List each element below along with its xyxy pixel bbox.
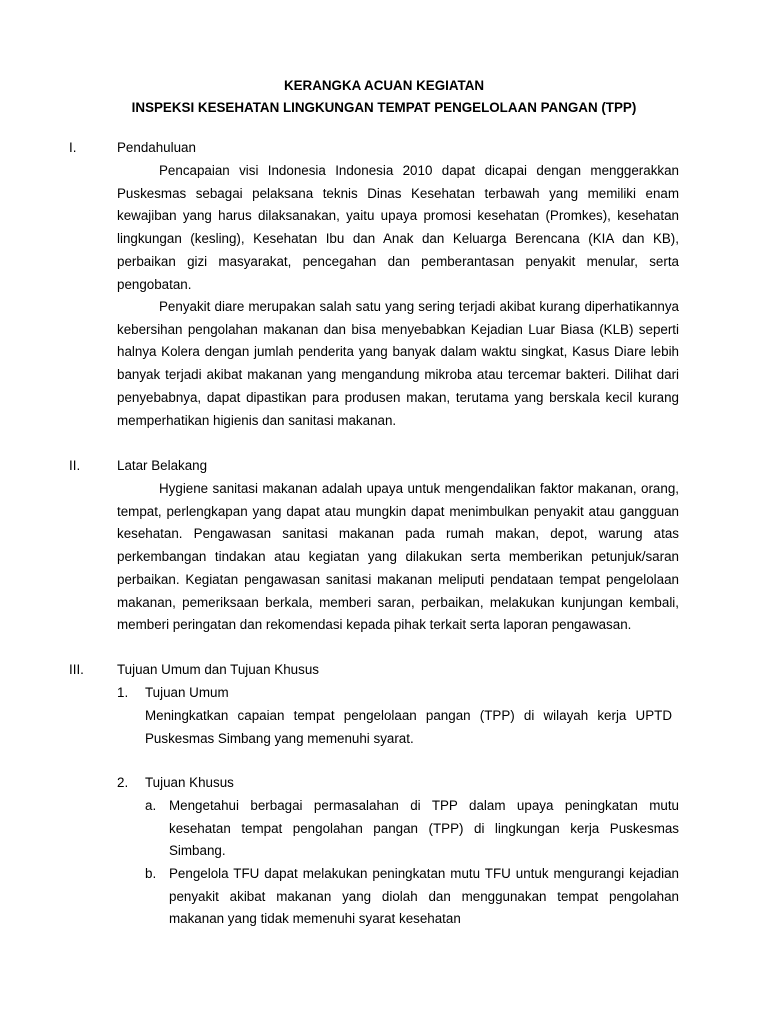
document-subtitle: INSPEKSI KESEHATAN LINGKUNGAN TEMPAT PENGELOLAAN PANGAN (TPP) xyxy=(131,100,637,115)
list-item-letter: a. xyxy=(145,798,157,813)
document-title: KERANGKA ACUAN KEGIATAN xyxy=(283,78,485,93)
subsection-heading: Tujuan Khusus xyxy=(145,775,234,790)
subsection-heading: Tujuan Umum xyxy=(145,685,229,700)
section-heading: Latar Belakang xyxy=(117,458,208,473)
section-paragraph: Penyakit diare merupakan salah satu yang sering terjadi akibat kurang diperhatikannya kebersihan pengolahan makanan dan bisa menyebabkan Kejadian Luar Biasa (KLB) seperti halnya Kolera dengan jumlah penderita yang banyak dalam waktu singkat, Kasus Diare lebih banyak terjadi akibat makanan yang mengandung mikroba atau tercemar bakteri. Dilihat dari penyebabnya, dapat dipastikan para produsen makan, terutama yang berskala kecil kurang memperhatikan higienis dan sanitasi makanan. xyxy=(117,299,679,428)
section-number: I. xyxy=(69,140,77,155)
section-number: II. xyxy=(69,458,81,473)
section-number: III. xyxy=(69,662,84,677)
subsection-number: 1. xyxy=(117,685,129,700)
subsection-text: Meningkatkan capaian tempat pengelolaan pangan (TPP) di wilayah kerja UPTD Puskesmas Simbang yang memenuhi syarat. xyxy=(145,708,672,746)
list-item-text: Mengetahui berbagai permasalahan di TPP dalam upaya peningkatan mutu kesehatan tempat pengolahan pangan (TPP) di lingkungan kerja Puskesmas Simbang. xyxy=(169,798,679,859)
section-heading: Pendahuluan xyxy=(117,140,196,155)
list-item-text: Pengelola TFU dapat melakukan peningkatan mutu TFU untuk mengurangi kejadian penyakit akibat makanan yang diolah dan menggunakan tempat pengolahan makanan yang tidak memenuhi syarat kesehatan xyxy=(169,866,679,927)
subsection-number: 2. xyxy=(117,775,129,790)
section-paragraph: Hygiene sanitasi makanan adalah upaya untuk mengendalikan faktor makanan, orang, tempat, perlengkapan yang dapat atau mungkin dapat menimbulkan penyakit atau gangguan kesehatan. Pengawasan sanitasi makanan pada rumah makan, depot, warung atas perkembangan tindakan atau kegiatan yang dilakukan serta memberikan petunjuk/saran perbaikan. Kegiatan pengawasan sanitasi makanan meliputi pendataan tempat pengelolaan makanan, pemeriksaan berkala, memberi saran, perbaikan, melakukan kunjungan kembali, memberi peringatan dan rekomendasi kepada pihak terkait serta laporan pengawasan. xyxy=(117,481,679,633)
section-heading: Tujuan Umum dan Tujuan Khusus xyxy=(117,662,319,677)
list-item-letter: b. xyxy=(145,866,157,881)
section-paragraph: Pencapaian visi Indonesia Indonesia 2010 dapat dicapai dengan menggerakkan Puskesmas sebagai pelaksana teknis Dinas Kesehatan terbawah yang memiliki enam kewajiban yang harus dilaksanakan, yaitu upaya promosi kesehatan (Promkes), kesehatan lingkungan (kesling), Kesehatan Ibu dan Anak dan Keluarga Berencana (KIA dan KB), perbaikan gizi masyarakat, pencegahan dan pemberantasan penyakit menular, serta pengobatan. xyxy=(117,163,679,292)
